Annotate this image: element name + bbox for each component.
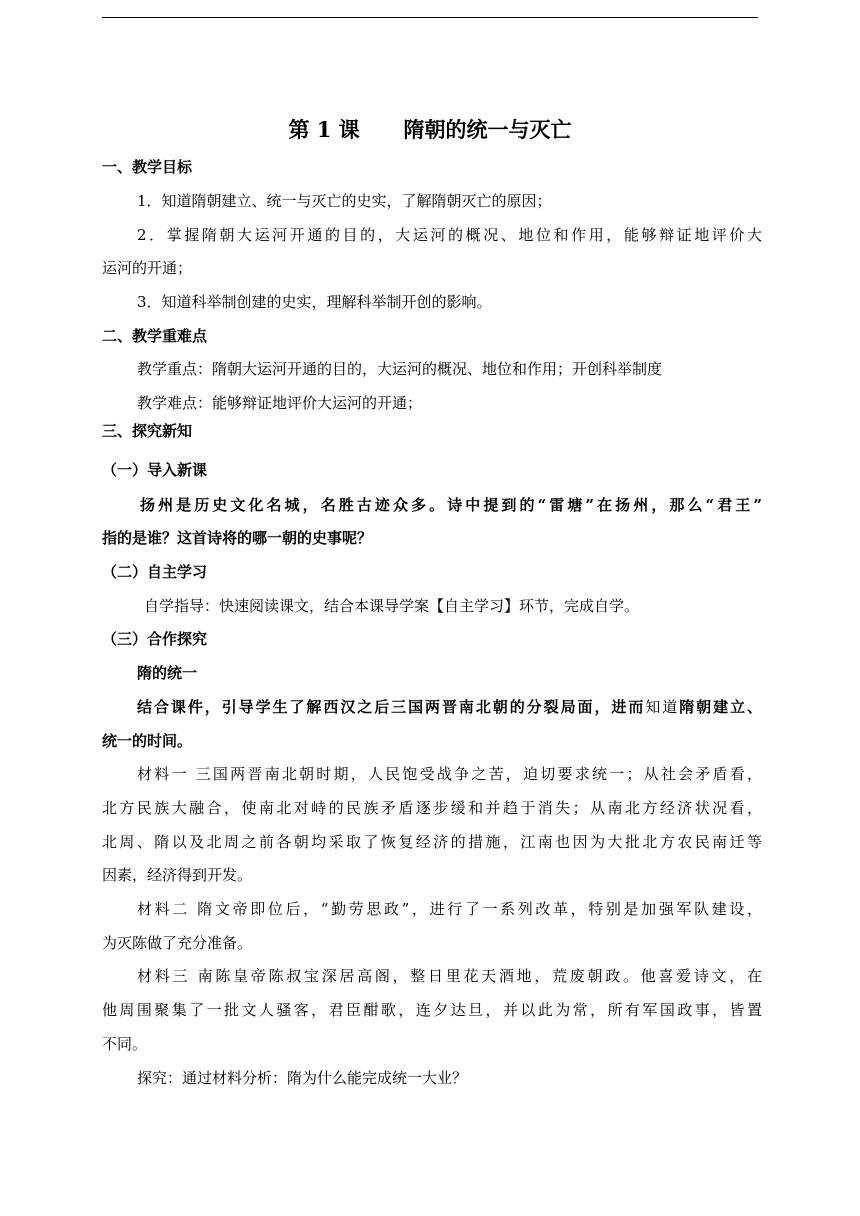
part3-heading: （三）合作探究 bbox=[102, 630, 208, 648]
goal-3: 3．知道科举制创建的史实，理解科举制开创的影响。 bbox=[137, 293, 492, 311]
inquiry-question: 探究：通过材料分析：隋为什么能完成统一大业？ bbox=[137, 1069, 468, 1087]
guide-part-a: 结合课件，引导学生了解西汉之后三国两晋南北朝的分裂局面，进而 bbox=[137, 698, 646, 716]
material3-line-3: 不同。 bbox=[102, 1035, 148, 1053]
subheading-unification: 隋的统一 bbox=[137, 664, 198, 682]
section-heading-explore: 三、探究新知 bbox=[102, 422, 193, 440]
guide-part-c: 隋朝建立、 bbox=[679, 698, 762, 716]
header-rule bbox=[102, 17, 758, 18]
material1-line-1: 材料一 三国两晋南北朝时期，人民饱受战争之苦，迫切要求统一；从社会矛盾看， bbox=[137, 765, 762, 783]
material3-line-2: 他周围聚集了一批文人骚客，君臣酣歌，连夕达旦，并以此为常，所有军国政事，皆置 bbox=[102, 1001, 762, 1019]
intro-line-1: 扬州是历史文化名城，名胜古迹众多。诗中提到的“雷塘”在扬州，那么“君王” bbox=[140, 496, 762, 514]
goal-1: 1．知道隋朝建立、统一与灭亡的史实，了解隋朝灭亡的原因； bbox=[137, 192, 552, 210]
part2-heading: （二）自主学习 bbox=[102, 563, 208, 581]
goal-2: 2．掌握隋朝大运河开通的目的，大运河的概况、地位和作用，能够辩证地评价大 bbox=[137, 226, 762, 244]
material1-line-2: 北方民族大融合，使南北对峙的民族矛盾逐步缓和并趋于消失；从南北方经济状况看， bbox=[102, 799, 762, 817]
guide-line-2: 统一的时间。 bbox=[102, 732, 193, 750]
section-heading-keypoints: 二、教学重难点 bbox=[102, 327, 208, 345]
material2-line-2: 为灭陈做了充分准备。 bbox=[102, 934, 253, 952]
key-difficulty: 教学难点：能够辩证地评价大运河的开通； bbox=[137, 394, 423, 412]
intro-line-2: 指的是谁？这首诗将的哪一朝的史事呢？ bbox=[102, 529, 373, 547]
lesson-title: 第 1 课 隋朝的统一与灭亡 bbox=[288, 117, 572, 142]
material1-line-4: 因素，经济得到开发。 bbox=[102, 866, 253, 884]
part1-heading: （一）导入新课 bbox=[102, 461, 208, 479]
material1-line-3: 北周、隋以及北周之前各朝均采取了恢复经济的措施，江南也因为大批北方农民南迁等 bbox=[102, 833, 762, 851]
guide-part-b: 知道 bbox=[645, 698, 680, 716]
goal-2-cont: 运河的开通； bbox=[102, 259, 193, 277]
self-study-line: 自学指导：快速阅读课文，结合本课导学案【自主学习】环节，完成自学。 bbox=[144, 597, 640, 615]
material2-line-1: 材料二 隋文帝即位后，“勤劳思政”，进行了一系列改革，特别是加强军队建设， bbox=[137, 900, 762, 918]
guide-line-1 bbox=[137, 697, 762, 717]
key-focus: 教学重点：隋朝大运河开通的目的，大运河的概况、地位和作用；开创科举制度 bbox=[137, 360, 663, 378]
material3-line-1: 材料三 南陈皇帝陈叔宝深居高阁，整日里花天酒地，荒废朝政。他喜爱诗文，在 bbox=[137, 967, 762, 985]
section-heading-goals: 一、教学目标 bbox=[102, 158, 193, 176]
